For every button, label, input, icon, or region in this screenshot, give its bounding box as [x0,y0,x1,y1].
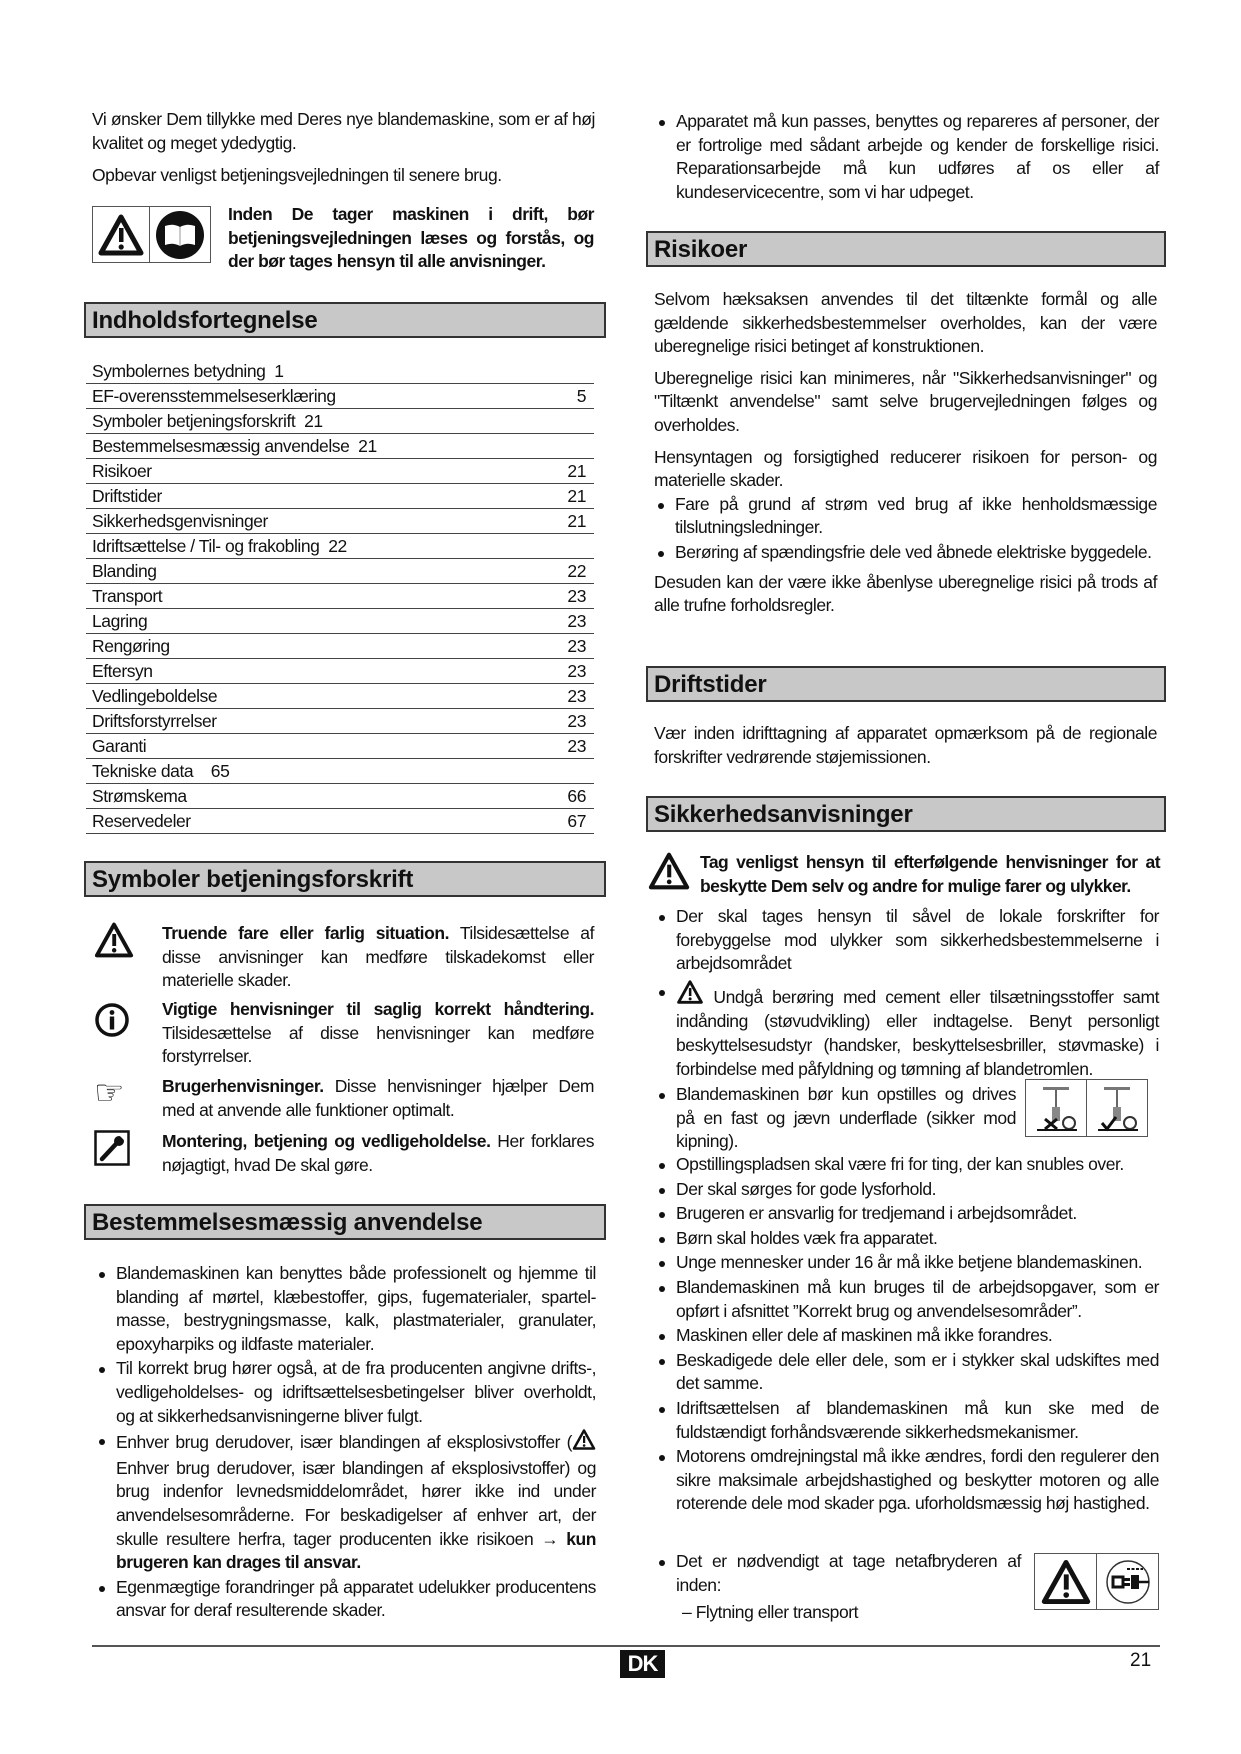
list-item: Fare på grund af strøm ved brug af ikke henholdsmæssige tilslutningsledninger. [658,493,1157,540]
toc-page-number: 23 [567,586,586,606]
toc-label: Rengøring [92,636,170,656]
toc-label: EF-overensstemmelseserklæring [92,386,336,406]
mixer-placement-icons [1025,1079,1148,1137]
toc-row[interactable] [86,384,594,409]
toc-page-number: 5 [576,386,586,406]
toc-label: Transport [92,586,163,606]
list-item: Egenmægtige forandringer på apparatet udelukker producentens ansvar for deraf resulterende skader. [99,1576,596,1623]
list-item-text: Enhver brug derudover, især blandingen af eksplosivstoffer ( [116,1432,572,1453]
intro-paragraph: Vi ønsker Dem tillykke med Deres nye blandemaskine, som er af høj kvalitet og meget ydedygtig. [92,109,595,153]
table-of-contents [86,359,594,834]
toc-label: Tekniske data 65 [92,761,230,781]
toc-page-number: 23 [567,611,586,631]
risks-paragraph: Uberegnelige risici kan minimeres, når "Sikkerhedsanvisninger" og "Tiltænkt anvendelse" samt selve brugervejledningen følges og overholdes. [654,367,1157,435]
toc-label: Blanding [92,561,157,581]
symbol-item-maintenance [94,1130,594,1177]
list-item [659,1083,1159,1154]
symbol-description: Tilsidesættelse af disse henvisninger kan medføre forstyrrelser. [162,1022,594,1067]
list-item-text: Undgå berøring med cement eller tilsætningsstoffer samt indånding (støvudvikling) eller indtagelse. Benyt personligt beskyttelsesudstyr (handsker, beskyttelsesbriller, støvmaske) i forbindelse med påfyldning og tømning af blandetromlen. [676,986,1159,1079]
warning-triangle-icon [1035,1554,1097,1609]
section-header-toc: Indholdsfortegnelse [84,302,606,338]
toc-row[interactable] [86,359,594,384]
toc-page-number: 67 [567,811,586,831]
toc-row[interactable] [86,734,594,759]
warning-triangle-icon [648,852,690,895]
toc-label: Reservedeler [92,811,191,831]
toc-row[interactable] [86,809,594,834]
warning-triangle-icon [94,922,136,962]
section-header-risks: Risikoer [646,231,1166,267]
list-item-text: Blandemaskinen bør kun opstilles og drives på en fast og jævn underflade (sikker mod kipning). [676,1084,1016,1152]
toc-label: Idriftsættelse / Til- og frakobling 22 [92,536,347,556]
list-item: Berøring af spændingsfrie dele ved åbnede elektriske byggedele. [658,541,1157,565]
symbol-title: Truende fare eller farlig situation. [162,923,449,943]
toc-page-number: 23 [567,661,586,681]
toc-page-number: 66 [567,786,586,806]
toc-row[interactable] [86,784,594,809]
risks-paragraph: Selvom hæksaksen anvendes til det tiltænkte formål og alle gældende sikkerhedsbestemmelser overholdes, kan der være uberegnelige risici betinget af konstruktionen. [654,289,1157,357]
unplug-icons [1034,1553,1159,1610]
list-item: Unge mennesker under 16 år må ikke betjene blandemaskinen. [659,1251,1159,1275]
intended-use-list-continued [659,110,1159,205]
toc-page-number: 23 [567,636,586,656]
notice-icons [92,206,211,263]
symbol-description: Her forklares nøjagtigt, hvad De skal gøre. [162,1131,595,1175]
pointing-hand-icon: ☞ [94,1074,125,1112]
toc-row[interactable] [86,534,594,559]
toc-page-number: 21 [567,511,586,531]
notice-text: Inden De tager maskinen i drift, bør betjeningsvejledningen læses og forstås, og der bør tages hensyn til alle anvisninger. [228,204,594,272]
list-item [659,980,1159,1081]
toc-label: Bestemmelsesmæssig anvendelse 21 [92,436,377,456]
toc-page-number: 23 [567,686,586,706]
operating-times-text: Vær inden idrifttagning af apparatet opmærksom på de regionale forskrifter vedrørende støjemissionen. [654,723,1157,767]
toc-row[interactable] [86,759,594,784]
list-item: Brugeren er ansvarlig for tredjemand i arbejdsområdet. [659,1202,1159,1226]
list-item: Beskadigede dele eller dele, som er i stykker skal udskiftes med det samme. [659,1349,1159,1396]
list-item: Der skal tages hensyn til såvel de lokale forskrifter for forebyggelse mod ulykker som sikkerhedsbestemmelserne i arbejdsområdet [659,905,1159,976]
list-item: Til korrekt brug hører også, at de fra producenten angivne drifts-, vedligeholdelses- og idriftsættelsesbetingelser bliver overholdt, og at sikkerhedsanvisningerne bliver fulgt. [99,1357,596,1428]
toc-row[interactable] [86,559,594,584]
toc-page-number: 21 [567,461,586,481]
safety-warning: Tag venligst hensyn til efterfølgende henvisninger for at beskytte Dem selv og andre for mulige farer og ulykker. [700,852,1160,896]
toc-label: Strømskema [92,786,187,806]
toc-row[interactable] [86,459,594,484]
toc-page-number: 23 [567,736,586,756]
toc-row[interactable] [86,409,594,434]
mixer-level-ground-icon [1087,1080,1147,1136]
toc-label: Risikoer [92,461,152,481]
toc-row[interactable] [86,509,594,534]
list-item: Blandemaskinen kan benyttes både professionelt og hjemme til blanding af mørtel, klæbestoffer, gips, fugematerialer, spartel-masse, bestrygningsmasse, kalk, plastmaterialer, granulater, epoxyharpiks og ildfaste materialer. [99,1262,596,1356]
list-item: Motorens omdrejningstal må ikke ændres, fordi den regulerer den sikre maksimale arbejdshastighed og beskytter motoren og alle roterende dele mod skader pga. uforholdsmæssig høj hastighed. [659,1445,1159,1516]
footer-divider [92,1645,1160,1647]
toc-row[interactable] [86,609,594,634]
section-header-intended-use: Bestemmelsesmæssig anvendelse [84,1204,606,1240]
symbol-item-info [94,998,594,1069]
mixer-uneven-ground-icon [1026,1080,1087,1136]
safety-list [659,905,1159,1155]
toc-label: Symbolernes betydning 1 [92,361,284,381]
list-item: Opstillingspladsen skal være fri for ting, der kan snubles over. [659,1153,1159,1177]
list-item: Blandemaskinen må kun bruges til de arbejdsopgaver, som er opført i afsnittet ”Korrekt brug og anvendelsesområder”. [659,1276,1159,1323]
list-item: Børn skal holdes væk fra apparatet. [659,1227,1159,1251]
risks-list [658,493,1157,565]
toc-page-number: 22 [567,561,586,581]
toc-label: Lagring [92,611,148,631]
list-item-text: Det er nødvendigt at tage netafbryderen af inden: [676,1551,1021,1595]
arrow-icon: → [541,1528,559,1549]
toc-label: Driftsforstyrrelser [92,711,217,731]
list-item-emphasis: kun brugeren kan drages til ansvar. [116,1528,596,1573]
toc-label: Eftersyn [92,661,153,681]
toc-row[interactable] [86,584,594,609]
symbol-description: Disse henvisninger hjælper Dem med at anvende alle funktioner optimalt. [162,1076,594,1120]
symbol-title: Montering, betjening og vedligeholdelse. [162,1131,491,1151]
intended-use-list [99,1262,596,1624]
toc-label: Sikkerhedsgenvisninger [92,511,268,531]
toc-row[interactable] [86,659,594,684]
list-item [99,1429,596,1575]
toc-row[interactable] [86,434,594,459]
list-item: Der skal sørges for gode lysforhold. [659,1178,1159,1202]
section-header-symbols: Symboler betjeningsforskrift [84,861,606,897]
unplug-power-icon [1097,1554,1158,1609]
warning-triangle-icon [676,980,704,1011]
safety-list-continued [659,1153,1159,1517]
risks-paragraph: Hensyntagen og forsigtighed reducerer risikoen for person- og materielle skader. [654,446,1157,491]
list-item: Apparatet må kun passes, benyttes og repareres af personer, der er fortrolige med sådant arbejde og kender de forskellige risici. Reparationsarbejde må kun udføres af os eller af kundeservicecentre, som vi har udpeget. [659,110,1159,204]
list-item: Maskinen eller dele af maskinen må ikke forandres. [659,1324,1159,1348]
toc-row[interactable] [86,484,594,509]
read-manual-icon [150,207,210,262]
section-header-operating-times: Driftstider [646,666,1166,702]
risks-section [654,288,1157,626]
language-badge: DK [620,1650,665,1678]
info-icon [94,1002,136,1042]
symbol-item-user-tips [94,1075,594,1122]
risks-paragraph: Desuden kan der være ikke åbenlyse uberegnelige risici på trods af alle trufne forholdsregler. [654,571,1157,616]
list-item: Idriftsættelsen af blandemaskinen må kun ske med de fuldstændigt forhåndsværende sikkerhedsmekanismer. [659,1397,1159,1444]
intro-storage-note: Opbevar venligst betjeningsvejledningen til senere brug. [92,165,502,185]
toc-label: Driftstider [92,486,162,506]
toc-label: Vedlingeboldelse [92,686,218,706]
toc-row[interactable] [86,684,594,709]
warning-triangle-icon [572,1429,596,1457]
warning-triangle-icon [93,207,150,262]
toc-row[interactable] [86,634,594,659]
toc-label: Symboler betjeningsforskrift 21 [92,411,323,431]
toc-page-number: 21 [567,486,586,506]
wrench-icon [94,1130,136,1170]
symbol-item-danger [94,922,594,993]
symbol-title: Vigtige henvisninger til saglig korrekt håndtering. [162,999,594,1019]
page-number: 21 [1130,1650,1152,1671]
list-item-text: Enhver brug derudover, især blandingen af eksplosivstoffer) og brug indenfor levnedsmiddelområdet, hører ikke ind under anvendelsesområderne. For beskadigelser af enhver art, der skulle resultere herfra, tager producenten ikke risikoen [116,1457,596,1549]
toc-label: Garanti [92,736,147,756]
symbol-title: Brugerhenvisninger. [162,1076,324,1096]
sub-list-item: – Flytning eller transport [682,1602,859,1623]
toc-page-number: 23 [567,711,586,731]
toc-row[interactable] [86,709,594,734]
section-header-safety: Sikkerhedsanvisninger [646,796,1166,832]
symbol-description: Tilsidesættelse af disse anvisninger kan medføre tilskadekomst eller materielle skader. [162,923,594,991]
